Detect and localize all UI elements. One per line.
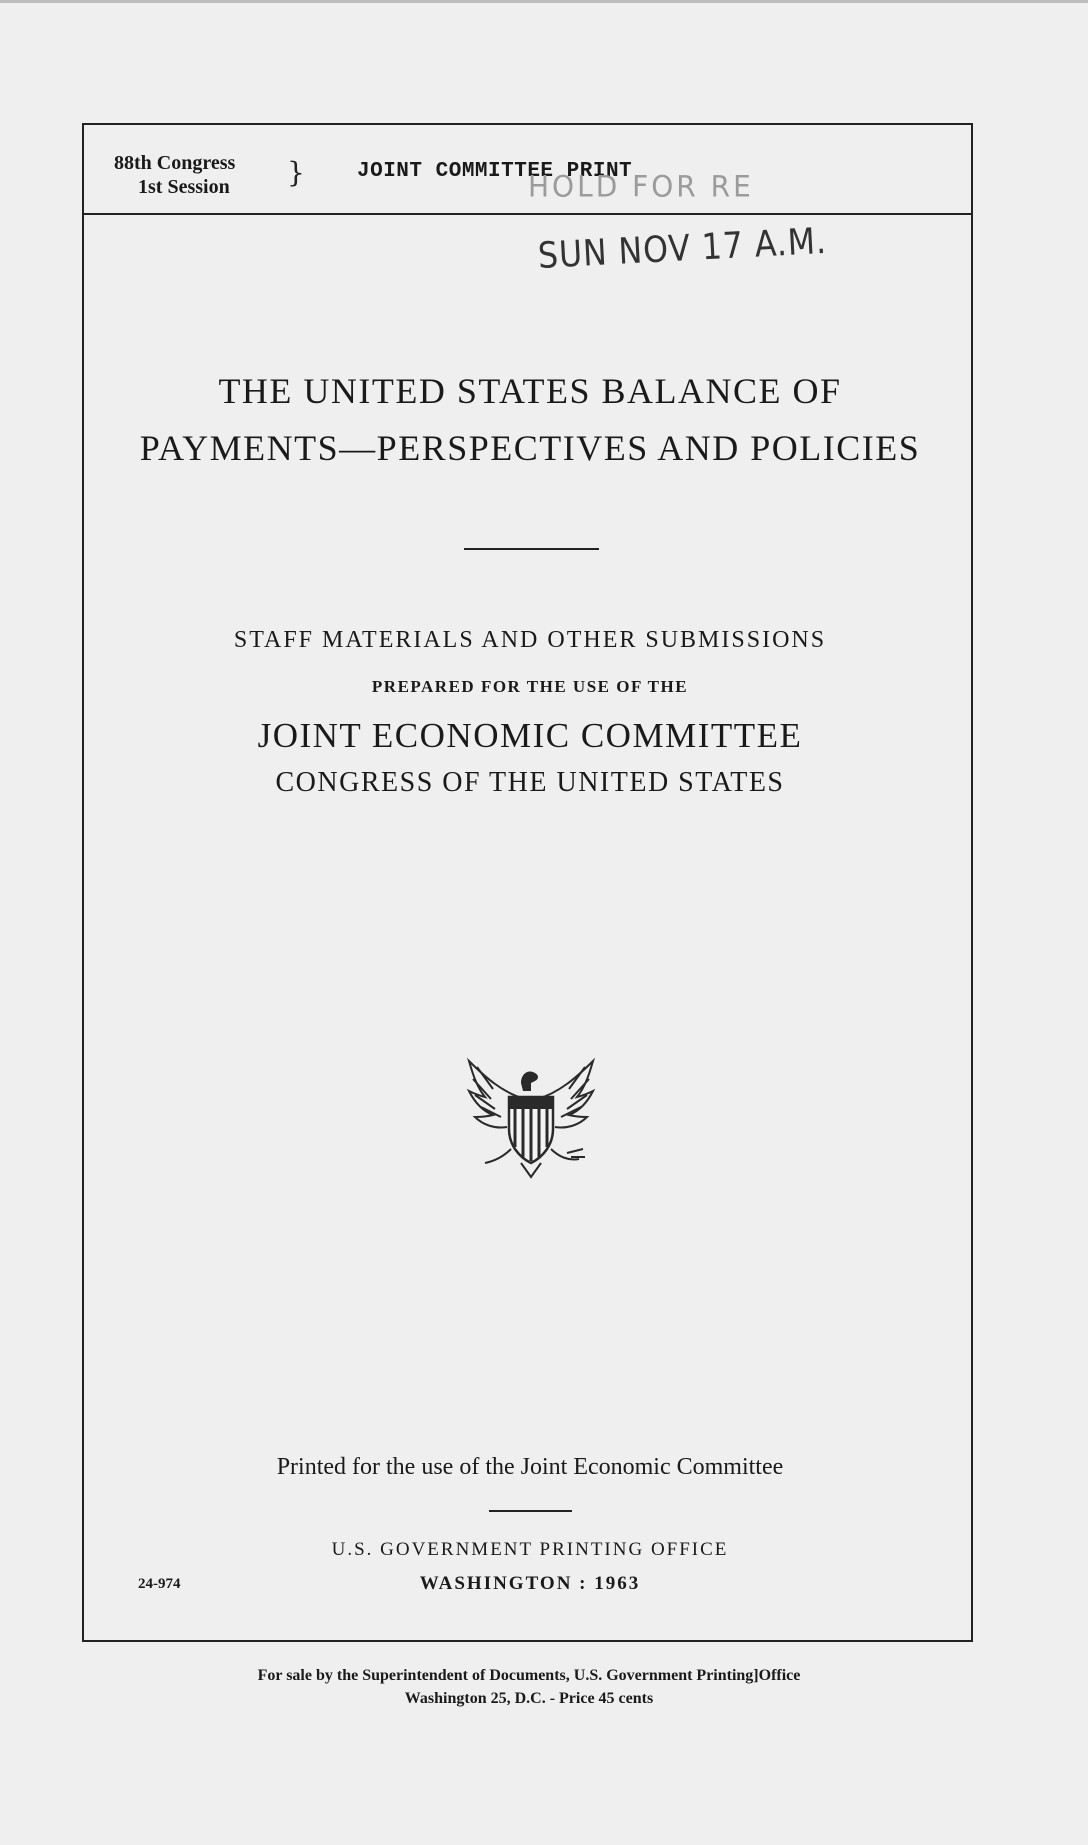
subtitle-staff-materials: STAFF MATERIALS AND OTHER SUBMISSIONS [233,627,827,653]
document-code: 24-974 [138,1576,181,1592]
eagle-seal-icon [463,1053,599,1183]
page-border [82,123,973,1642]
scan-top-edge [0,0,1088,3]
congress-label: 88th Congress [114,152,236,174]
document-title-line2: PAYMENTS—PERSPECTIVES AND POLICIES [139,428,921,468]
hold-stamp: HOLD FOR RE [528,169,754,204]
sale-note-line1: For sale by the Superintendent of Documents, U.S. Government Printing]Office [257,1667,801,1684]
printed-for-note: Printed for the use of the Joint Economic Committee [276,1454,784,1480]
document-title-line1: THE UNITED STATES BALANCE OF [218,371,842,411]
session-label: 1st Session [138,176,230,198]
printing-office: U.S. GOVERNMENT PRINTING OFFICE [331,1539,729,1560]
title-divider [464,548,599,550]
subtitle-prepared-for: PREPARED FOR THE USE OF THE [371,677,689,696]
brace-icon: } [287,156,305,189]
header-divider [82,213,973,215]
footer-divider [489,1510,572,1512]
sale-note-line2: Washington 25, D.C. - Price 45 cents [404,1690,654,1707]
committee-print-label: JOINT COMMITTEE PRINT [357,160,633,183]
date-stamp: SUN NOV 17 A.M. [537,220,828,277]
place-and-year: WASHINGTON : 1963 [419,1573,641,1594]
congress-session-block [114,151,235,199]
subtitle-committee-name: JOINT ECONOMIC COMMITTEE [257,716,803,755]
subtitle-congress: CONGRESS OF THE UNITED STATES [275,767,785,798]
